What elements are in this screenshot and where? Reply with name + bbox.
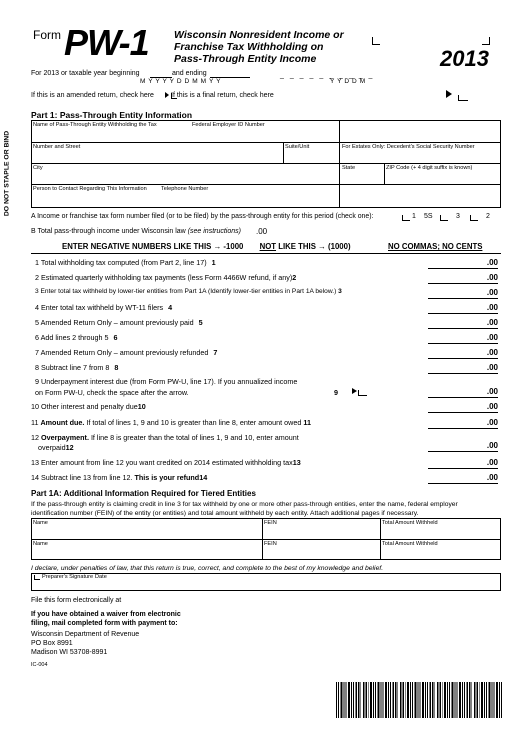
address-line1: Wisconsin Department of Revenue [31, 631, 140, 638]
arrow-right-icon [352, 388, 357, 394]
corner-mark [372, 37, 380, 45]
tax-year: 2013 [440, 46, 489, 71]
line-8-amount[interactable]: .00 [428, 363, 498, 374]
part1-title: Part 1: Pass-Through Entity Information [31, 110, 193, 120]
and-ending-label: and ending [172, 70, 207, 77]
form-2-checkbox[interactable] [470, 215, 478, 221]
no-commas-banner: NO COMMAS; NO CENTS [388, 242, 483, 251]
address-line2: PO Box 8991 [31, 640, 73, 647]
line-12-amount[interactable]: .00 [428, 441, 498, 452]
table-col-divider [380, 518, 381, 560]
arrow-right-icon [446, 90, 452, 98]
signature-date-label: Date [95, 574, 107, 580]
line-b-amount[interactable]: .00 [256, 227, 268, 236]
amended-checkbox[interactable] [171, 93, 177, 99]
form-code: IC-004 [31, 662, 48, 668]
line-4-amount[interactable]: .00 [428, 303, 498, 314]
line-b-text: B Total pass-through income under Wisconsin law (see instructions) [31, 228, 241, 235]
line-9-annualized-checkbox[interactable] [358, 390, 367, 396]
end-date-segments: _ _ _ _ _ _ _ _ _ _ [280, 72, 375, 79]
form-2-label: 2 [486, 213, 490, 220]
line-14-amount[interactable]: .00 [428, 473, 498, 484]
form-1-checkbox[interactable] [402, 215, 410, 221]
form-id: PW-1 [64, 22, 149, 63]
part1a-title: Part 1A: Additional Information Required for Tiered Entities [31, 489, 256, 498]
form-5s-label: 5S [424, 213, 433, 220]
signature-corner-mark [34, 575, 40, 580]
tier-row2-fein[interactable]: FEIN [264, 541, 277, 547]
line-9-amount[interactable]: .00 [428, 387, 498, 398]
tax-year-label: For 2013 or taxable year beginning [31, 70, 140, 77]
arrow-right-icon [165, 92, 169, 98]
line-10-amount[interactable]: .00 [428, 402, 498, 413]
line-13-amount[interactable]: .00 [428, 458, 498, 469]
grid-col-divider [384, 163, 385, 184]
grid-col-divider [283, 142, 284, 163]
amended-return-label: If this is an amended return, check here [31, 92, 154, 99]
part1a-desc-line2: identification number (FEIN) of the entity (or entities) and total amount withheld by each entity. Attach additional pages if necessary. [31, 510, 419, 517]
zip-field[interactable]: ZIP Code (+ 4 digit suffix is known) [386, 165, 473, 171]
entity-info-grid [31, 120, 501, 208]
state-field[interactable]: State [342, 165, 356, 171]
telephone-field[interactable]: Telephone Number [161, 186, 209, 192]
table-row-divider [31, 539, 501, 540]
grid-row-divider [31, 142, 501, 143]
line-5-amount[interactable]: .00 [428, 318, 498, 329]
line-1-amount[interactable]: .00 [428, 258, 498, 269]
address-line3: Madison WI 53708-8991 [31, 649, 108, 656]
tier-row1-total[interactable]: Total Amount Withheld [382, 520, 438, 526]
begin-date-format: M Y Y Y Y D D M M Y Y [140, 78, 222, 85]
efile-text: File this form electronically at [31, 597, 122, 604]
tier-row1-fein[interactable]: FEIN [264, 520, 277, 526]
suite-field[interactable]: Suite/Unit [285, 144, 310, 150]
line-2-amount[interactable]: .00 [428, 273, 498, 284]
grid-col-divider [339, 120, 340, 208]
part1a-desc-line1: If the pass-through entity is claiming credit in line 3 for tax withheld by one or more other pass-through entities, enter the name, federal employer [31, 501, 458, 508]
form-word: Form [33, 28, 61, 42]
line-11-amount[interactable]: .00 [428, 418, 498, 429]
tier-row2-name[interactable]: Name [33, 541, 48, 547]
contact-person-field[interactable]: Person to Contact Regarding This Information [33, 186, 147, 192]
corner-mark [482, 37, 490, 45]
form-title-line1: Wisconsin Nonresident Income or [174, 29, 344, 41]
entity-name-field[interactable]: Name of Pass-Through Entity Withholding the Tax [33, 122, 157, 128]
table-col-divider [262, 518, 263, 560]
preparer-signature-label: Preparer's Signature [42, 574, 94, 580]
fein-field-label: Federal Employer ID Number [192, 122, 265, 128]
final-return-label: If this is a final return, check here [171, 92, 274, 99]
form-1-label: 1 [412, 213, 416, 220]
line-a-text: A Income or franchise tax form number filed (or to be filed) by the pass-through entity for this period (check one): [31, 213, 374, 220]
form-title-line2: Franchise Tax Withholding on [174, 41, 324, 53]
form-title-line3: Pass-Through Entity Income [174, 53, 317, 65]
grid-row-divider [31, 184, 501, 185]
tier-row2-total[interactable]: Total Amount Withheld [382, 541, 438, 547]
final-return-checkbox[interactable] [458, 95, 468, 101]
waiver-line1: If you have obtained a waiver from electronic [31, 611, 181, 618]
form-3-label: 3 [456, 213, 460, 220]
negatives-banner: ENTER NEGATIVE NUMBERS LIKE THIS → -1000 NOT LIKE THIS → (1000) [62, 242, 351, 251]
end-date-format: Y Y D D M [330, 78, 366, 85]
line-7-amount[interactable]: .00 [428, 348, 498, 359]
line-6-amount[interactable]: .00 [428, 333, 498, 344]
street-field[interactable]: Number and Street [33, 144, 81, 150]
waiver-line2: filing, mail completed form with payment to: [31, 620, 178, 627]
tier-row1-name[interactable]: Name [33, 520, 48, 526]
decedent-ssn-field[interactable]: For Estates Only: Decedent's Social Security Number [342, 144, 475, 150]
grid-row-divider [31, 163, 501, 164]
form-3-checkbox[interactable] [440, 215, 448, 221]
line-3-amount[interactable]: .00 [428, 288, 498, 299]
declaration-text: I declare, under penalties of law, that this return is true, correct, and complete to the best of my knowledge and belief. [31, 565, 384, 572]
banner-rule [31, 253, 501, 254]
side-instruction: DO NOT STAPLE OR BIND [3, 130, 11, 217]
city-field[interactable]: City [33, 165, 43, 171]
barcode [336, 682, 502, 718]
